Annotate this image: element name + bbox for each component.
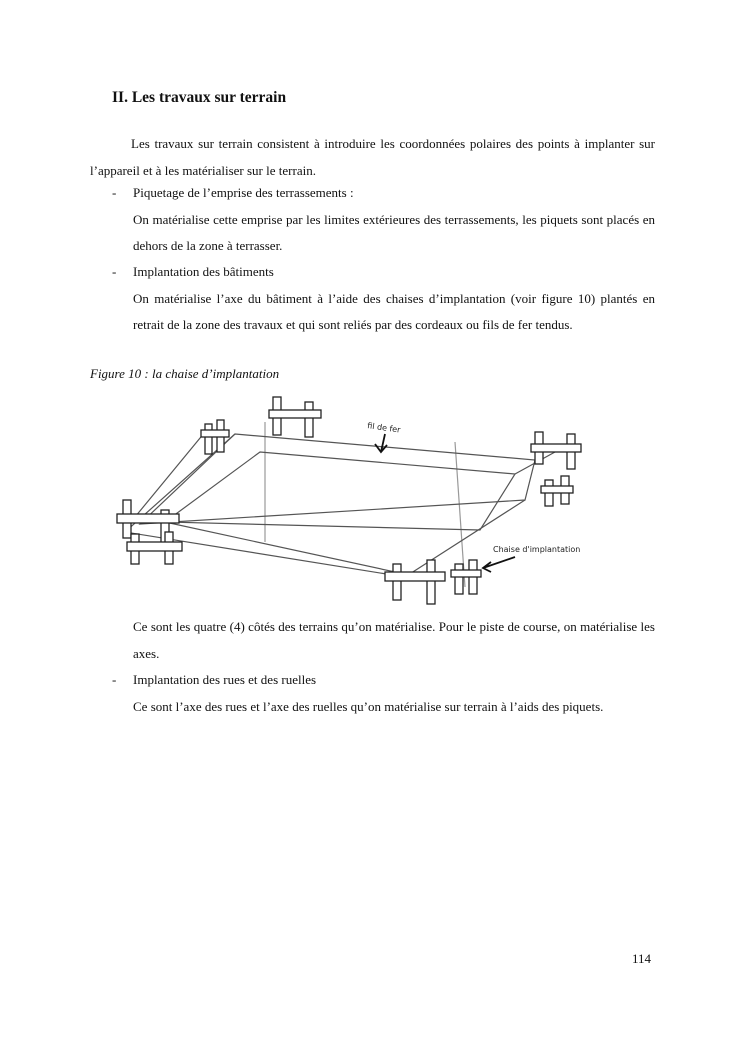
page-number: 114 bbox=[632, 951, 652, 966]
bullet-body-text: Ce sont l’axe des rues et l’axe des ruelles qu’on matérialise sur terrain à l’aids des piquets. bbox=[133, 698, 604, 714]
intro-text: Les travaux sur terrain consistent à introduire les coordonnées polaires des points à implanter sur l’appareil et à les matérialiser sur le terrain. bbox=[90, 136, 655, 178]
figure-caption: Figure 10 : la chaise d’implantation bbox=[90, 366, 280, 381]
implantation-figure bbox=[105, 392, 605, 612]
bullet-body-text: On matérialise cette emprise par les limites extérieures des terrassements, les piquets sont placés en dehors de la zone à terrasser. bbox=[133, 211, 655, 253]
bullet-body-text: On matérialise l’axe du bâtiment à l’aide des chaises d’implantation (voir figure 10) plantés en retrait de la zone des travaux et qui sont reliés par des cordeaux ou fils de fer tendus. bbox=[133, 290, 655, 332]
bullet-heading: Implantation des bâtiments bbox=[133, 264, 274, 279]
section-title: II. Les travaux sur terrain bbox=[112, 89, 287, 106]
wire-inner bbox=[165, 452, 515, 530]
chair-top-right bbox=[531, 432, 581, 506]
bullet-heading: Piquetage de l’emprise des terrassements : bbox=[133, 185, 354, 200]
label-wire: fil de fer bbox=[366, 421, 402, 435]
intro-paragraph bbox=[90, 131, 655, 184]
chair-top-left bbox=[201, 397, 321, 454]
after-figure-text: Ce sont les quatre (4) côtés des terrains qu’on matérialise. Pour le piste de course, on matérialise les axes. bbox=[133, 619, 655, 661]
bullet-dash: - bbox=[112, 264, 117, 279]
bullet-dash: - bbox=[112, 672, 117, 687]
label-chair: Chaise d'implantation bbox=[493, 545, 581, 554]
wire-outer bbox=[140, 434, 535, 524]
after-figure-paragraph bbox=[133, 614, 655, 667]
bullet-heading: Implantation des rues et des ruelles bbox=[133, 672, 317, 687]
chair-bottom-right bbox=[385, 560, 481, 604]
arrow-wire-icon bbox=[375, 434, 387, 452]
arrow-chair-icon bbox=[483, 557, 515, 572]
bullet-dash: - bbox=[112, 185, 117, 200]
